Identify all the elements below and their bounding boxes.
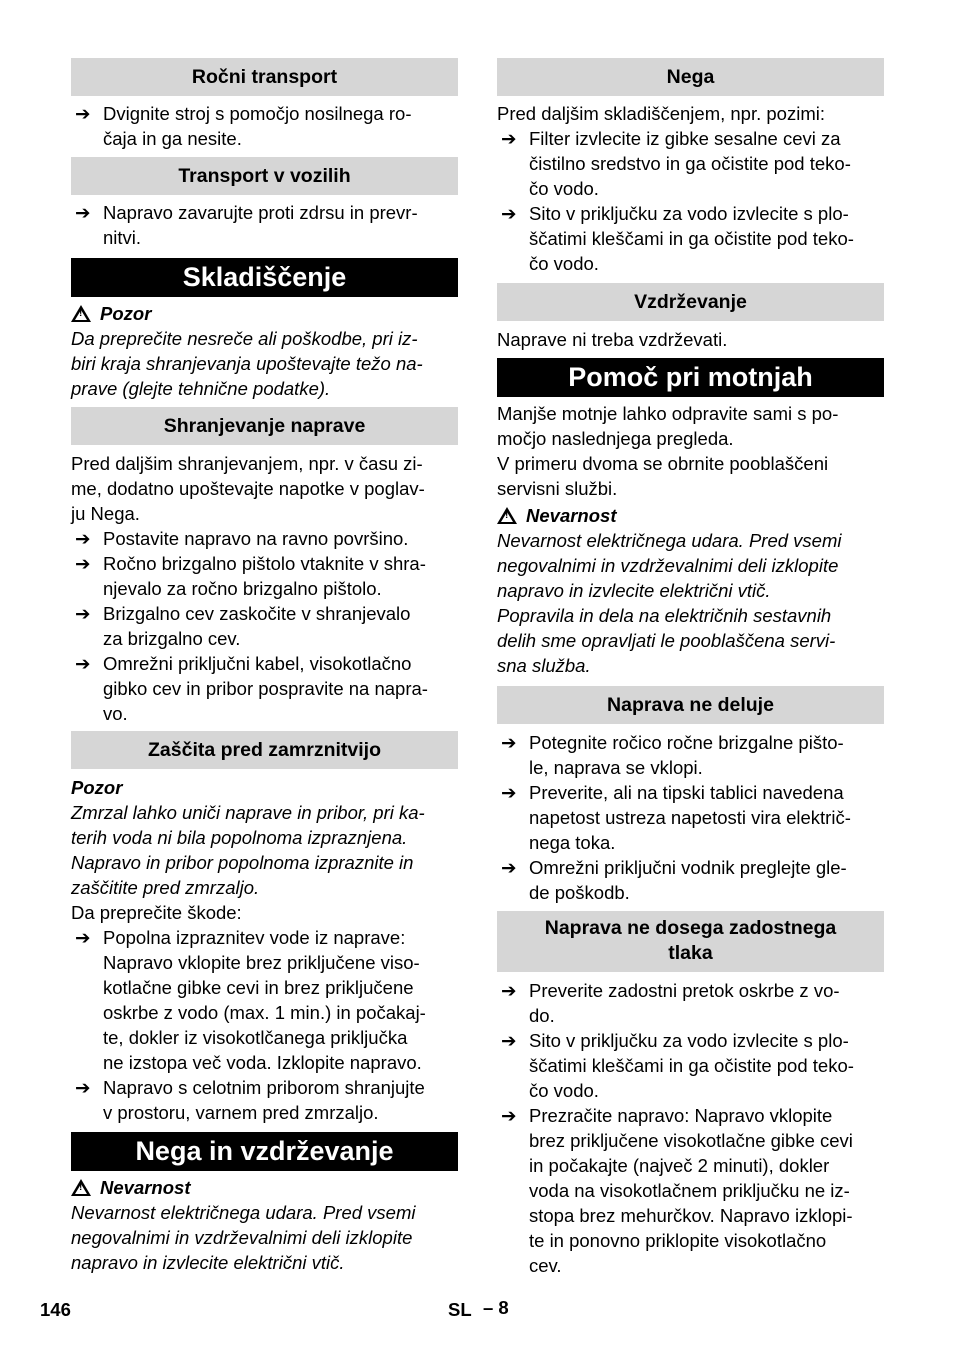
danger-label: !Nevarnost bbox=[71, 1175, 458, 1200]
heading-naprava-ne-deluje: Naprava ne deluje bbox=[497, 686, 884, 724]
sub-page-number: – 8 bbox=[483, 1297, 509, 1318]
right-column: Nega Pred daljšim skladiščenjem, npr. pozimi: ➔ Filter izvlecite iz gibke sesalne cevi za čistilno sredstvo in ga očistite pod teko- čo vodo. ➔ Sito v priključku za vodo izvlecite s plo- ščatimi kleščami in ga očistite pod teko- čo vodo. Vzdrževanje Naprave ni treba vzdrževati. Pomoč pri motnjah Manjše motnje lahko odpravite sami s po- močjo naslednjega pregleda. V primeru dvoma se obrnite pooblaščeni servisni službi. !Nevarnost Nevarnost električnega udara. Pred vsemi negovalnimi in vzdrževalnimi deli izklopite napravo in izvlecite električni vtič. Popravila in dela na električnih sestavnih delih sme opravljati le pooblaščena servi- sna služba. Naprava ne deluje ➔ Potegnite ročico ročne brizgalne pišto- le, naprava se vklopi. ➔ Preverite, ali na tipski tablici navedena napetost ustreza napetosti vira električ- nega toka. ➔ Omrežni priključni vodnik preglejte gle- de poškodb. Naprava ne dosega zadostnega tlaka ➔ Preverite zadostni pretok oskrbe z vo- do. ➔ Sito v priključku za vodo izvlecite s plo- ščatimi kleščami in ga očistite pod teko- čo vodo. ➔ Prezračite napravo: Napravo vklopite brez priključene visokotlačne gibke cevi in počakajte (največ 2 minuti), dokler voda na visokotlačnem priključku ne iz- stopa brez mehurčkov. Napravo izklopi- te in ponovno priklopite visokotlačno cev. bbox=[497, 58, 884, 1278]
list-item: ➔ Popolna izpraznitev vode iz naprave: Napravo vklopite brez priključene viso- kotlačne gibke cevi in brez priključene oskrbe z vodo (max. 1 min.) in počakaj- te, dokler iz visokotlčanega priključka ne izstopa več voda. Izklopite napravo. bbox=[75, 927, 426, 1073]
heading-transport-v-vozilih: Transport v vozilih bbox=[71, 157, 458, 195]
list-item: ➔ Filter izvlecite iz gibke sesalne cevi za čistilno sredstvo in ga očistite pod teko- čo vodo. bbox=[501, 128, 851, 199]
list-item: ➔ Omrežni priključni vodnik preglejte gle- de poškodb. bbox=[501, 857, 847, 903]
arrow-icon: ➔ bbox=[75, 1077, 91, 1098]
list-item: ➔ Ročno brizgalno pištolo vtaknite v shra- njevalo za ročno brizgalno pištolo. bbox=[75, 553, 426, 599]
heading-zascita-pred-zamrznitvijo: Zaščita pred zamrznitvijo bbox=[71, 731, 458, 769]
heading-nega: Nega bbox=[497, 58, 884, 96]
arrow-icon: ➔ bbox=[75, 103, 91, 124]
left-column: Ročni transport ➔ Dvignite stroj s pomočjo nosilnega ro- čaja in ga nesite. Transport v vozilih ➔ Napravo zavarujte proti zdrsu in prevr- nitvi. Skladiščenje !Pozor Da preprečite nesreče ali poškodbe, pri iz- biri kraja shranjevanja upoštevajte težo na- prave (glejte tehnične podatke). Shranjevanje naprave Pred daljšim shranjevanjem, npr. v času zi- me, dodatno upoštevajte napotke v poglav- ju Nega. ➔ Postavite napravo na ravno površino. ➔ Ročno brizgalno pištolo vtaknite v shra- njevalo za ročno brizgalno pištolo. ➔ Brizgalno cev zaskočite v shranjevalo za brizgalno cev. ➔ Omrežni priključni kabel, visokotlačno gibko cev in pribor pospravite na napra- vo. Zaščita pred zamrznitvijo Pozor Zmrzal lahko uniči naprave in pribor, pri ka- terih voda ni bila popolnoma izpraznjena. Napravo in pribor popolnoma izpraznite in zaščitite pred zmrzaljo. Da preprečite škode: ➔ Popolna izpraznitev vode iz naprave: Napravo vklopite brez priključene viso- kotlačne gibke cevi in brez priključene oskrbe z vodo (max. 1 min.) in počakaj- te, dokler iz visokotlčanega priključka ne izstopa več voda. Izklopite napravo. ➔ Napravo s celotnim priborom shranjujte v prostoru, varnem pred zmrzaljo. Nega in vzdrževanje !Nevarnost Nevarnost električnega udara. Pred vsemi negovalnimi in vzdrževalnimi deli izklopite napravo in izvlecite električni vtič. bbox=[71, 58, 458, 1275]
heading-skladiscenje: Skladiščenje bbox=[71, 258, 458, 297]
heading-pomoc-pri-motnjah: Pomoč pri motnjah bbox=[497, 358, 884, 397]
list-item: ➔ Preverite, ali na tipski tablici navedena napetost ustreza napetosti vira električ- nega toka. bbox=[501, 782, 851, 853]
paragraph: Manjše motnje lahko odpravite sami s po- močjo naslednjega pregleda. V primeru dvoma se obrnite pooblaščeni servisni službi. bbox=[497, 403, 839, 499]
heading-naprava-ne-dosega-tlaka: Naprava ne dosega zadostnega tlaka bbox=[497, 911, 884, 972]
arrow-icon: ➔ bbox=[75, 553, 91, 574]
arrow-icon: ➔ bbox=[75, 202, 91, 223]
heading-vzdrzevanje: Vzdrževanje bbox=[497, 283, 884, 321]
warning-icon bbox=[71, 305, 91, 322]
danger-label: !Nevarnost bbox=[497, 503, 884, 528]
list-item: ➔ Napravo s celotnim priborom shranjujte v prostoru, varnem pred zmrzaljo. bbox=[75, 1077, 425, 1123]
arrow-icon: ➔ bbox=[75, 653, 91, 674]
list-item: ➔ Dvignite stroj s pomočjo nosilnega ro- čaja in ga nesite. bbox=[75, 103, 412, 149]
list-item: ➔ Omrežni priključni kabel, visokotlačno gibko cev in pribor pospravite na napra- vo. bbox=[75, 653, 428, 724]
caution-label: Pozor bbox=[71, 777, 123, 798]
arrow-icon: ➔ bbox=[501, 857, 517, 878]
list-item: ➔ Preverite zadostni pretok oskrbe z vo- do. bbox=[501, 980, 840, 1026]
arrow-icon: ➔ bbox=[501, 203, 517, 224]
list-item: ➔ Brizgalno cev zaskočite v shranjevalo za brizgalno cev. bbox=[75, 603, 411, 649]
warning-icon bbox=[497, 507, 517, 524]
arrow-icon: ➔ bbox=[501, 980, 517, 1001]
list-item: ➔ Prezračite napravo: Napravo vklopite brez priključene visokotlačne gibke cevi in počakajte (največ 2 minuti), dokler voda na visokotlačnem priključku ne iz- stopa brez mehurčkov. Napravo izklopi- te in ponovno priklopite visokotlačno cev. bbox=[501, 1105, 853, 1276]
page-number: 146 bbox=[40, 1299, 71, 1320]
list-item: ➔ Postavite napravo na ravno površino. bbox=[75, 528, 409, 549]
arrow-icon: ➔ bbox=[501, 1105, 517, 1126]
arrow-icon: ➔ bbox=[501, 732, 517, 753]
paragraph: Pred daljšim shranjevanjem, npr. v času zi- me, dodatno upoštevajte napotke v poglav- ju Nega. bbox=[71, 453, 425, 524]
warning-icon bbox=[71, 1179, 91, 1196]
heading-rocni-transport: Ročni transport bbox=[71, 58, 458, 96]
list-item: ➔ Sito v priključku za vodo izvlecite s plo- ščatimi kleščami in ga očistite pod teko- čo vodo. bbox=[501, 203, 854, 274]
arrow-icon: ➔ bbox=[501, 1030, 517, 1051]
list-item: ➔ Sito v priključku za vodo izvlecite s plo- ščatimi kleščami in ga očistite pod teko- čo vodo. bbox=[501, 1030, 854, 1101]
heading-shranjevanje-naprave: Shranjevanje naprave bbox=[71, 407, 458, 445]
arrow-icon: ➔ bbox=[75, 927, 91, 948]
language-code: SL bbox=[448, 1299, 472, 1320]
heading-nega-in-vzdrzevanje: Nega in vzdrževanje bbox=[71, 1132, 458, 1171]
arrow-icon: ➔ bbox=[501, 128, 517, 149]
arrow-icon: ➔ bbox=[75, 528, 91, 549]
list-item: ➔ Napravo zavarujte proti zdrsu in prevr- nitvi. bbox=[75, 202, 418, 248]
list-item: ➔ Potegnite ročico ročne brizgalne pišto- le, naprava se vklopi. bbox=[501, 732, 844, 778]
arrow-icon: ➔ bbox=[75, 603, 91, 624]
arrow-icon: ➔ bbox=[501, 782, 517, 803]
warning-label: !Pozor bbox=[71, 301, 458, 326]
